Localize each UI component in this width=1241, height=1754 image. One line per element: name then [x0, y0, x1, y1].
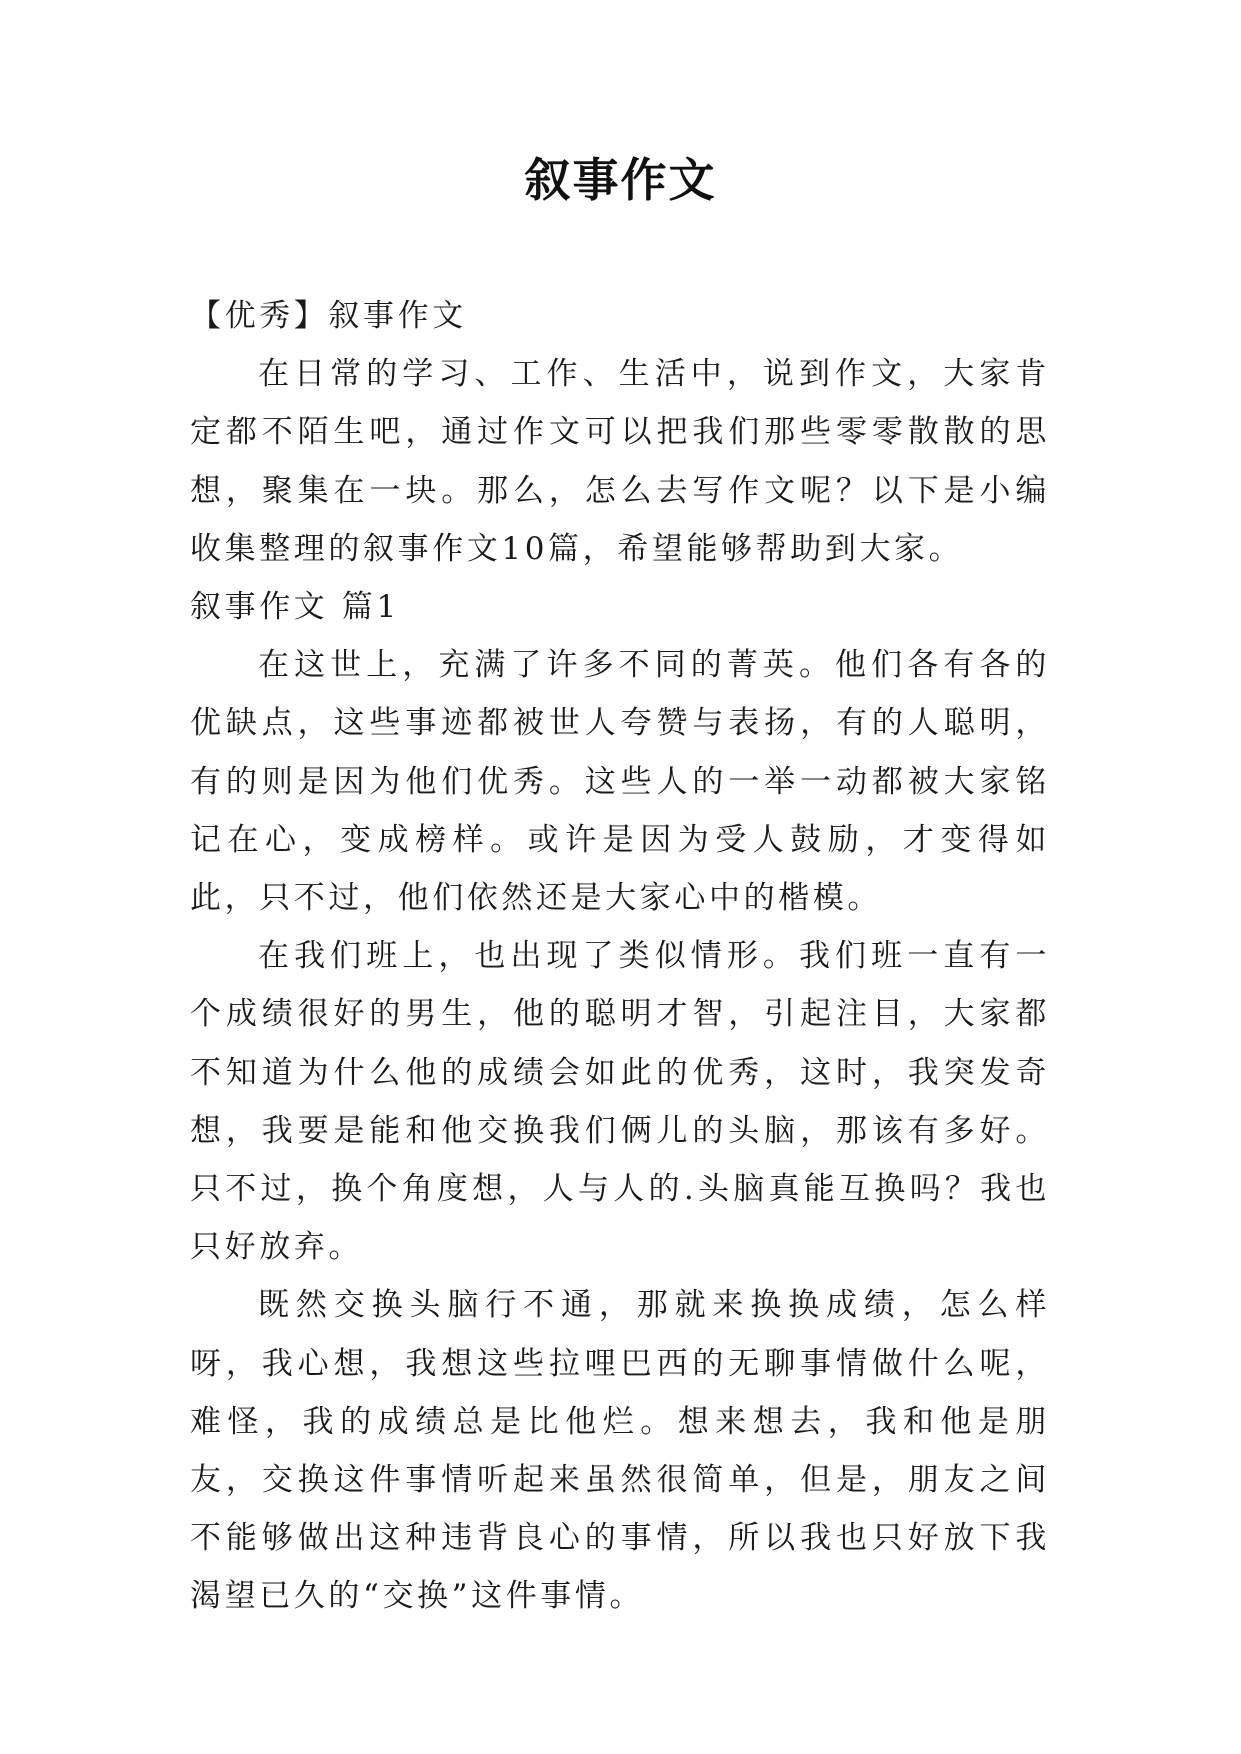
document-subtitle: 【优秀】叙事作文 [190, 298, 467, 334]
section-heading: 叙事作文 篇1 [190, 589, 400, 625]
intro-paragraph: 在日常的学习、工作、生活中，说到作文，大家肯定都不陌生吧，通过作文可以把我们那些零零散散的思想，聚集在一块。那么，怎么去写作文呢？以下是小编收集整理的叙事作文10篇，希望能够帮助到大家。 [190, 356, 1050, 567]
document-body [190, 287, 1050, 1626]
body-paragraph: 既然交换头脑行不通，那就来换换成绩，怎么样呀，我心想，我想这些拉哩巴西的无聊事情做什么呢，难怪，我的成绩总是比他烂。想来想去，我和他是朋友，交换这件事情听起来虽然很简单，但是，朋友之间不能够做出这种违背良心的事情，所以我也只好放下我渴望已久的“交换”这件事情。 [190, 1287, 1050, 1615]
body-paragraph: 在我们班上，也出现了类似情形。我们班一直有一个成绩很好的男生，他的聪明才智，引起注目，大家都不知道为什么他的成绩会如此的优秀，这时，我突发奇想，我要是能和他交换我们俩儿的头脑，那该有多好。只不过，换个角度想，人与人的.头脑真能互换吗？我也只好放弃。 [190, 938, 1050, 1266]
document-title: 叙事作文 [524, 153, 717, 207]
body-paragraph: 在这世上，充满了许多不同的菁英。他们各有各的优缺点，这些事迹都被世人夸赞与表扬，有的人聪明，有的则是因为他们优秀。这些人的一举一动都被大家铭记在心，变成榜样。或许是因为受人鼓励，才变得如此，只不过，他们依然还是大家心中的楷模。 [190, 647, 1050, 916]
